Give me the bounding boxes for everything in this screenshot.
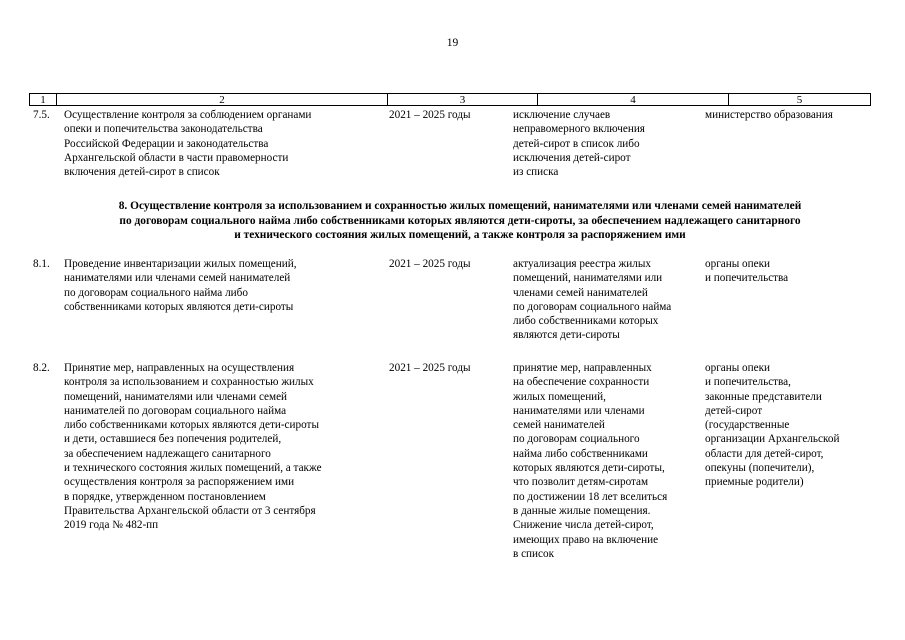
row-number: 7.5. [33, 109, 50, 121]
executor-text: органы опеки и попечительства, законные представители детей-сирот (государственные организации Архангельской области для детей-сирот, опекуны (попечители), приемные родители) [705, 362, 840, 489]
result-text: принятие мер, направленных на обеспечение сохранности жилых помещений, нанимателями или членами семей нанимателей по договорам социального найма либо собственниками которых являются дети-сироты, что позволит детям-сиротам по достижении 18 лет вселиться в данные жилые помещения. Снижение числа детей-сирот, имеющих право на включение в список [513, 362, 668, 560]
result-text: исключение случаев неправомерного включения детей-сирот в список либо исключения детей-сирот из списка [513, 109, 645, 179]
executor-text: министерство образования [705, 109, 833, 121]
period-text: 2021 – 2025 годы [389, 362, 471, 374]
result-text: актуализация реестра жилых помещений, нанимателями или членами семей нанимателей по договорам социального найма либо собственниками которых являются дети-сироты [513, 258, 672, 342]
period-text: 2021 – 2025 годы [389, 109, 471, 121]
header-col-1: 1 [30, 94, 57, 105]
header-col-4: 4 [538, 94, 729, 105]
measure-text: Проведение инвентаризации жилых помещений, нанимателями или членами семей нанимателей по договорам социального найма либо собственниками которых являются дети-сироты [64, 258, 297, 313]
header-col-2: 2 [57, 94, 388, 105]
header-col-5: 5 [796, 94, 803, 106]
row-number: 8.1. [33, 258, 50, 270]
section-title: 8. Осуществление контроля за использованием и сохранностью жилых помещений, нанимателями или членами семей нанимателей по договорам социального найма либо собственниками которых являются дети-сироты, за обеспечением надлежащего санитарного и технического состояния жилых помещений, а также контроля за распоряжением ими [118, 200, 802, 241]
header-col-3: 3 [388, 94, 538, 105]
executor-text: органы опеки и попечительства [705, 258, 789, 285]
measure-text: Принятие мер, направленных на осуществления контроля за использованием и сохранностью жилых помещений, нанимателями или членами семей нанимателей по договорам социального найма либо собственниками которых являются дети-сироты и дети, оставшиеся без попечения родителей, за обеспечением надлежащего санитарного и технического состояния жилых помещений, а также осуществления контроля за распоряжением ими в порядке, утвержденном постановлением Правительства Архангельской области от 3 сентября 2019 года № 482-пп [64, 362, 322, 532]
period-text: 2021 – 2025 годы [389, 258, 471, 270]
page-number: 19 [446, 37, 459, 49]
row-number: 8.2. [33, 362, 50, 374]
table-header-row [29, 93, 871, 106]
measure-text: Осуществление контроля за соблюдением органами опеки и попечительства законодательства Российской Федерации и законодательства Архангельской области в части правомерности включения детей-сирот в список [64, 109, 312, 179]
